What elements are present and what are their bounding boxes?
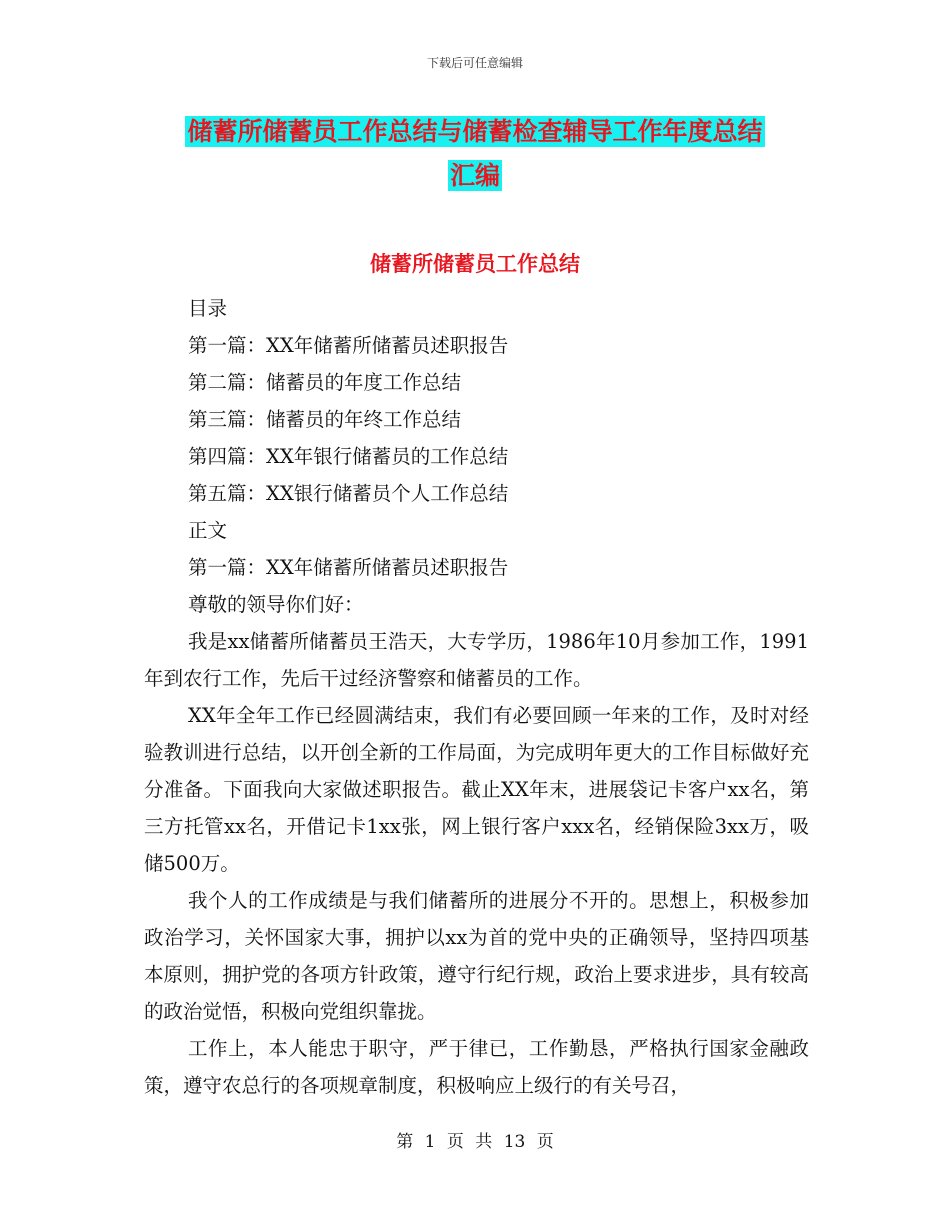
toc-item: 第一篇：XX年储蓄所储蓄员述职报告	[188, 334, 509, 357]
body-heading: 正文	[188, 519, 228, 542]
paragraph: 工作上，本人能忠于职守，严于律已，工作勤恳，严格执行国家金融政策，遵守农总行的各项规章制度，积极响应上级行的有关号召，	[144, 1037, 809, 1097]
page-number-footer: 第 1 页 共 13 页	[396, 1132, 554, 1152]
toc-item: 第五篇：XX银行储蓄员个人工作总结	[188, 482, 509, 505]
document-body	[144, 290, 809, 1104]
document-title	[0, 110, 950, 198]
paragraph: 我是xx储蓄所储蓄员王浩天，大专学历，1986年10月参加工作，1991年到农行工作，先后干过经济警察和储蓄员的工作。	[144, 630, 809, 690]
chapter-title: 第一篇：XX年储蓄所储蓄员述职报告	[188, 556, 509, 579]
greeting: 尊敬的领导你们好：	[188, 593, 364, 616]
toc-item: 第二篇：储蓄员的年度工作总结	[188, 371, 462, 394]
toc-item: 第三篇：储蓄员的年终工作总结	[188, 408, 462, 431]
title-line-1: 储蓄所储蓄员工作总结与储蓄检查辅导工作年度总结	[187, 117, 763, 146]
paragraph: 我个人的工作成绩是与我们储蓄所的进展分不开的。思想上，积极参加政治学习，关怀国家大事，拥护以xx为首的党中央的正确领导，坚持四项基本原则，拥护党的各项方针政策，遵守行纪行规，政治上要求进步，具有较高的政治觉悟，积极向党组织靠拢。	[144, 889, 809, 1023]
paragraph: XX年全年工作已经圆满结束，我们有必要回顾一年来的工作，及时对经验教训进行总结，以开创全新的工作局面，为完成明年更大的工作目标做好充分准备。下面我向大家做述职报告。截止XX年末，进展袋记卡客户xx名，第三方托管xx名，开借记卡1xx张，网上银行客户xxx名，经销保险3xx万，吸储500万。	[144, 704, 809, 875]
toc-item: 第四篇：XX年银行储蓄员的工作总结	[188, 445, 509, 468]
toc-heading: 目录	[188, 297, 228, 320]
section-title: 储蓄所储蓄员工作总结	[370, 252, 580, 276]
title-line-2: 汇编	[449, 161, 500, 190]
header-note: 下载后可任意编辑	[426, 56, 523, 70]
